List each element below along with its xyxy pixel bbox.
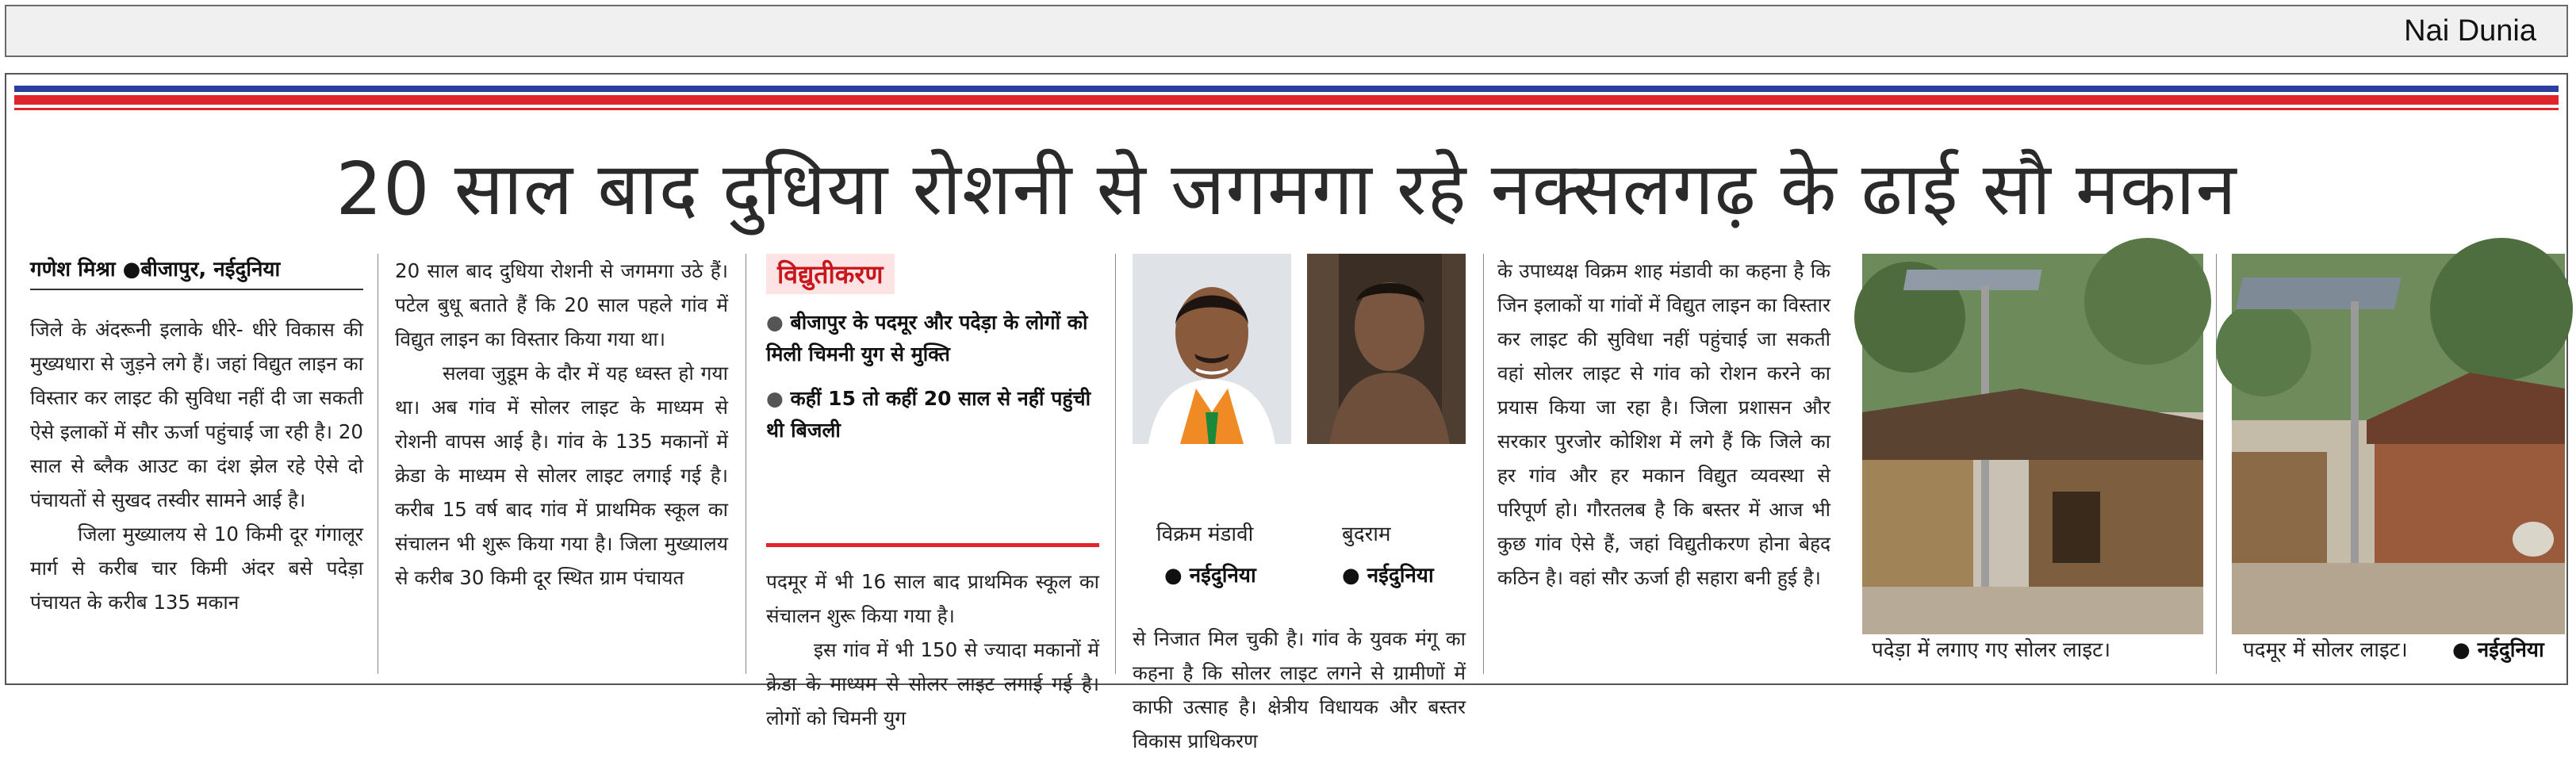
portrait-photo-budram [1307, 254, 1466, 444]
column-divider [2216, 254, 2217, 674]
byline: गणेश मिश्रा ●बीजापुर, नईदुनिया [30, 254, 363, 290]
column-divider [1483, 254, 1484, 674]
col3-para-1: पदमूर में भी 16 साल बाद प्राथमिक स्कूल का संचालन शुरू किया गया है। [766, 570, 1099, 627]
portrait-credit-budram: ● नईदुनिया [1342, 564, 1434, 588]
blue-rule [14, 86, 2559, 92]
photo-credit: ● नईदुनिया [2452, 638, 2544, 662]
box-red-underline [766, 543, 1099, 547]
col2-para-2: सलवा जुडूम के दौर में यह ध्वस्त हो गया था। अब गांव में सोलर लाइट के माध्यम से रोशनी वापस आई है। गांव के 135 मकानों में क्रेडा के माध्यम से सोलर लाइट लगाई गई है। करीब 15 वर्ष बाद गांव में प्राथमिक स्कूल का संचालन भी शुरू किया गया है। जिला मुख्यालय से करीब 30 किमी दूर स्थित ग्राम पंचायत [395, 362, 728, 589]
column-1 [30, 312, 363, 619]
newspaper-clipping [5, 73, 2568, 752]
column-5 [1497, 254, 1830, 595]
portrait-name-vikram: विक्रम मंडावी [1156, 523, 1254, 546]
col5-text: के उपाध्यक्ष विक्रम शाह मंडावी का कहना है कि जिन इलाकों या गांवों में विद्युत लाइन का विस्तार कर लाइट की सुविधा नहीं पहुंचाई जा सकती वहां सोलर लाइट से गांव को रोशन करने का प्रयास किया जा रहा है। जिला प्रशासन और सरकार पुरजोर कोशिश में लगे हैं कि जिले का हर गांव और हर मकान विद्युत व्यवस्था से परिपूर्ण हो। गौरतलब है कि बस्तर में आज भी कुछ गांव ऐसे हैं, जहां विद्युतीकरण होना बेहद कठिन है। वहां सौर ऊर्जा ही सहारा बनी हुई है। [1497, 259, 1830, 589]
portrait-image [1133, 254, 1291, 444]
bullet-icon: ● [766, 387, 791, 410]
box-tag: विद्युतीकरण [766, 254, 895, 294]
portrait-credit-vikram: ● नईदुनिया [1164, 564, 1256, 588]
col3-para-2: इस गांव में भी 150 से ज्यादा मकानों में क्रेडा के माध्यम से सोलर लाइट लगाई गई है। लोगों को चिमनी युग [766, 638, 1099, 729]
red-rule [14, 95, 2559, 105]
bullet-icon: ● [766, 311, 791, 334]
col1-para-2: जिला मुख्यालय से 10 किमी दूर गंगालूर मार्ग से करीब चार किमी अंदर बसे पदेड़ा पंचायत के करीब 135 मकान [30, 523, 363, 614]
col2-para-1: 20 साल बाद दुधिया रोशनी से जगमगा उठे हैं। पटेल बुधू बताते हैं कि 20 साल पहले गांव में विद्युत लाइन का विस्तार किया गया था। [395, 259, 728, 350]
box-point-2: ● कहीं 15 तो कहीं 20 साल से नहीं पहुंची थी बिजली [766, 387, 1091, 442]
headline: 20 साल बाद दुधिया रोशनी से जगमगा रहे नक्सलगढ़ के ढाई सौ मकान [335, 147, 2237, 232]
photo-caption-padeda: पदेड़ा में लगाए गए सोलर लाइट। [1872, 638, 2111, 662]
solar-hut-image [2232, 254, 2565, 634]
column-3 [766, 565, 1099, 735]
box-point-1: ● बीजापुर के पदमूर और पदेड़ा के लोगों को मिली चिमनी युग से मुक्ति [766, 311, 1088, 366]
col4-text: से निजात मिल चुकी है। गांव के युवक मंगू का कहना है कि सोलर लाइट लगने से ग्रामीणों में काफी उत्साह है। क्षेत्रीय विधायक और बस्तर विकास प्राधिकरण [1133, 627, 1466, 752]
photo-caption-padmur: पदमूर में सोलर लाइट। [2243, 638, 2408, 662]
red-thin-rule [14, 108, 2559, 110]
column-2 [395, 254, 728, 595]
portrait-image [1307, 254, 1466, 444]
column-4 [1133, 622, 1466, 758]
viewer-top-bar [5, 5, 2568, 57]
portrait-name-budram: बुदराम [1342, 523, 1391, 546]
photo-padeda-solar [1862, 254, 2203, 634]
source-label: Nai Dunia [2404, 14, 2536, 48]
col1-para-1: जिले के अंदरूनी इलाके धीरे- धीरे विकास की मुख्यधारा से जुड़ने लगे हैं। जहां विद्युत लाइन का विस्तार कर लाइट की सुविधा नहीं दी जा सकती ऐसे इलाकों में सौर ऊर्जा पहुंचाई जा रही है। 20 साल से ब्लैक आउट का दंश झेल रहे ऐसे दो पंचायतों से सुखद तस्वीर सामने आई है। [30, 318, 363, 511]
solar-hut-image [1862, 254, 2203, 634]
portrait-photo-vikram [1133, 254, 1291, 444]
photo-padmur-solar [2232, 254, 2565, 634]
highlight-box [766, 254, 1099, 547]
column-divider [1115, 254, 1116, 674]
